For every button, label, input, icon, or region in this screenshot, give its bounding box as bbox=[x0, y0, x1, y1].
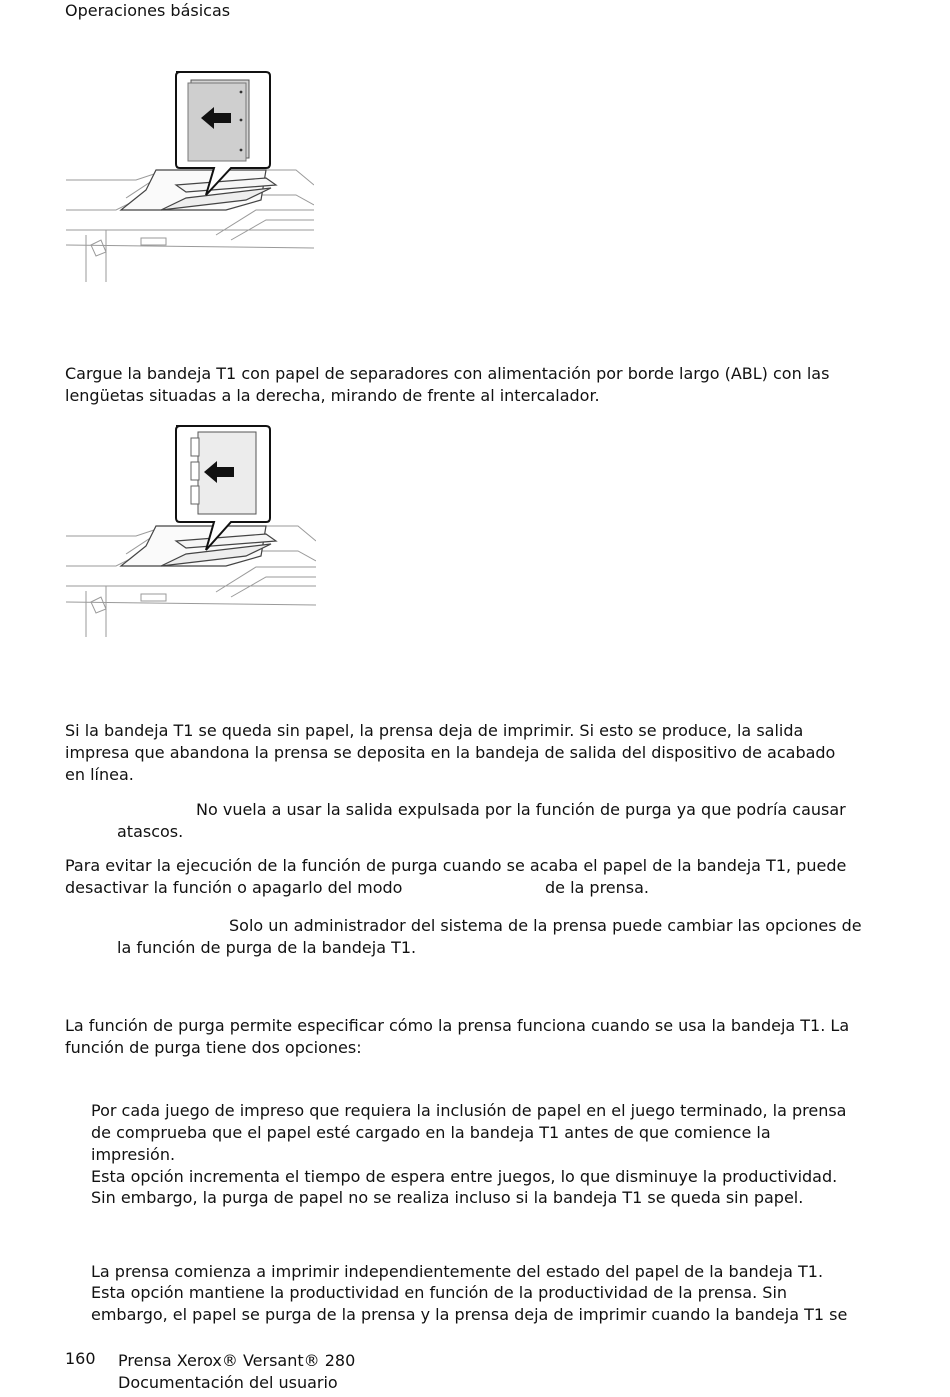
note-purge-output-line2: atascos. bbox=[117, 822, 184, 841]
paragraph-load-tabs-line1: Cargue la bandeja T1 con papel de separadores con alimentación por borde largo (ABL) con las bbox=[65, 364, 830, 383]
option1-line3: impresión. bbox=[91, 1145, 176, 1164]
note-admin-line2: la función de purga de la bandeja T1. bbox=[117, 938, 417, 957]
printer-illustration-1 bbox=[66, 70, 314, 282]
paragraph-avoid-purge-line2b: de la prensa. bbox=[545, 878, 650, 897]
note-admin-line1: Solo un administrador del sistema de la prensa puede cambiar las opciones de bbox=[229, 916, 862, 935]
paragraph-load-tabs-line2: lengüetas situadas a la derecha, mirando de frente al intercalador. bbox=[65, 386, 600, 405]
tab-marker bbox=[191, 438, 199, 456]
tab-marker bbox=[191, 486, 199, 504]
figure-tray-load-sef bbox=[66, 70, 314, 282]
footer-doc-title: Documentación del usuario bbox=[118, 1373, 338, 1392]
paragraph-purge-function-line2: función de purga tiene dos opciones: bbox=[65, 1038, 362, 1057]
option2-line3: embargo, el papel se purga de la prensa y la prensa deja de imprimir cuando la bandeja T1 se bbox=[91, 1305, 848, 1324]
paragraph-out-of-paper-line1: Si la bandeja T1 se queda sin papel, la prensa deja de imprimir. Si esto se produce, la salida bbox=[65, 721, 804, 740]
option2-line2: Esta opción mantiene la productividad en función de la productividad de la prensa. Sin bbox=[91, 1283, 788, 1302]
page-number: 160 bbox=[65, 1349, 96, 1368]
paragraph-avoid-purge-line2a: desactivar la función o apagarlo del modo bbox=[65, 878, 403, 897]
option1-line5: Sin embargo, la purga de papel no se realiza incluso si la bandeja T1 se queda sin papel. bbox=[91, 1188, 804, 1207]
printer-illustration-2 bbox=[66, 424, 316, 637]
option2-line1: La prensa comienza a imprimir independientemente del estado del papel de la bandeja T1. bbox=[91, 1262, 824, 1281]
paragraph-purge-function-line1: La función de purga permite especificar cómo la prensa funciona cuando se usa la bandeja T1. La bbox=[65, 1016, 850, 1035]
paragraph-out-of-paper-line3: en línea. bbox=[65, 765, 134, 784]
option1-line2: de comprueba que el papel esté cargado en la bandeja T1 antes de que comience la bbox=[91, 1123, 771, 1142]
tab-marker bbox=[191, 462, 199, 480]
paragraph-out-of-paper-line2: impresa que abandona la prensa se deposita en la bandeja de salida del dispositivo de acabado bbox=[65, 743, 836, 762]
note-purge-output-line1: No vuela a usar la salida expulsada por la función de purga ya que podría causar bbox=[196, 800, 846, 819]
paragraph-avoid-purge-line1: Para evitar la ejecución de la función de purga cuando se acaba el papel de la bandeja T1, puede bbox=[65, 856, 847, 875]
running-header: Operaciones básicas bbox=[65, 1, 231, 20]
figure-tray-load-lef-tabs bbox=[66, 424, 316, 637]
footer-product: Prensa Xerox® Versant® 280 bbox=[118, 1351, 356, 1370]
option1-line1: Por cada juego de impreso que requiera la inclusión de papel en el juego terminado, la prensa bbox=[91, 1101, 847, 1120]
option1-line4: Esta opción incrementa el tiempo de espera entre juegos, lo que disminuye la productividad. bbox=[91, 1167, 838, 1186]
